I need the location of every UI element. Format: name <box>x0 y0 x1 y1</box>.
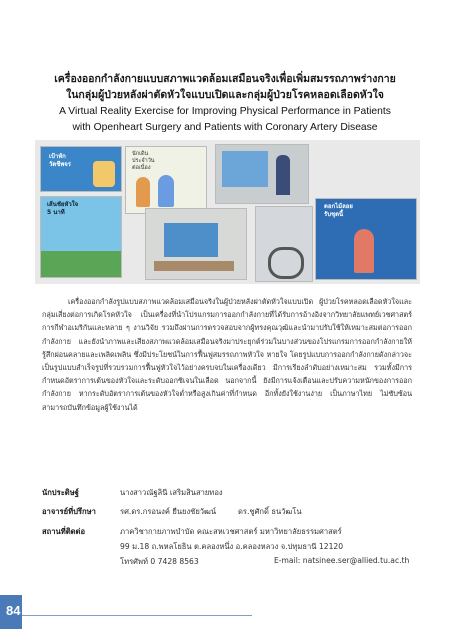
label-tl: เป้าหัก วัดชีพจร <box>49 153 72 168</box>
photo-person-screen <box>215 144 309 204</box>
photo-bike <box>255 206 313 282</box>
page-number: 84 <box>6 603 21 618</box>
label-tm: นักเดิน ประจำวัน ต่อเนื่อง <box>132 151 155 171</box>
advisor-value-1: รศ.ดร.กรอนงค์ ยืนยงชัยวัฒน์ <box>120 507 217 516</box>
label-br: ดอกไม้ลอย รับชุดนี้ <box>324 203 353 218</box>
info-inventor <box>42 487 412 499</box>
screenshot-bottom-left <box>40 196 122 278</box>
advisor-label: อาจารย์ที่ปรึกษา <box>42 507 96 516</box>
label-bl: เส้นชัยหัวใจ 5 นาที <box>47 201 79 216</box>
inventor-label: นักประดิษฐ์ <box>42 488 79 497</box>
monitor <box>164 223 218 257</box>
contact-email: E-mail: natsinee.ser@allied.tu.ac.th <box>274 556 410 565</box>
screenshot-top-left <box>40 146 122 192</box>
cartoon-figure-2 <box>158 175 174 207</box>
bike-frame <box>268 247 304 279</box>
title-th-line2: ในกลุ่มผู้ป่วยหลังผ่าตัดหัวใจแบบเปิดและกลุ่มผู้ป่วยโรคหลอดเลือดหัวใจ <box>66 89 384 101</box>
advisor-value-2: ดร.ชูศักดิ์ ธนวัฒโน <box>238 507 302 516</box>
contact-line2: 99 ม.18 ถ.พหลโยธิน ต.คลองหนึ่ง อ.คลองหลวง จ.ปทุมธานี 12120 <box>120 542 344 551</box>
photo-collage <box>35 140 420 284</box>
title-en-line2: with Openheart Surgery and Patients with Coronary Artery Disease <box>72 122 378 133</box>
illustration-icon <box>93 161 115 187</box>
person-silhouette <box>276 155 290 195</box>
scene-ground <box>41 251 121 277</box>
footer-rule <box>22 615 252 616</box>
info-advisor <box>42 506 412 518</box>
contact-line1: ภาควิชากายภาพบำบัด คณะสหเวชศาสตร์ มหาวิทยาลัยธรรมศาสตร์ <box>120 527 342 536</box>
description-paragraph: เครื่องออกกำลังรูปแบบสภาพแวดล้อมเสมือนจริงในผู้ป่วยหลังผ่าตัดหัวใจแบบเปิด ผู้ป่วยโรคหลอดเลือดหัวใจและกลุ่มเสี่ยงต่อการเกิดโรคหัวใจ เป็นเครื่องที่นำโปรแกรมการออกกำลังกายที่ได้รับการอ้างอิงจากวิทยาลัยแพทย์เวชศาสตร์การกีฬาอเมริกันและหลาย ๆ งานวิจัย รวมถึงผ่านการตรวจสอบจากผู้ทรงคุณวุฒิและนำมาปรับใช้ให้เหมาะสมต่อการออกกำลังกาย และยังนำภาพและเสียงสภาพแวดล้อมเสมือนจริงมาประยุกต์ร่วมในบางส่วนของโปรแกรมการออกกำลังกายให้รู้สึกผ่อนคลายและเพลิดเพลิน ซึ่งมีประโยชน์ในการฟื้นฟูสมรรถภาพหัวใจ หายใจ โดยรูปแบบการออกกำลังกายดังกล่าวจะเป็นรูปแบบสำเร็จรูปที่รวบรวมการฟื้นฟูหัวใจไว้อย่างครบจบในเครื่องเดียว มีการเรียงลำดับอย่างเหมาะสม รวมทั้งมีการกำหนดอัตราการเต้นของหัวใจและระดับออกซิเจนในเลือด นอกจากนี้ ยังมีการแจ้งเตือนและปรับความหนักของการออกกำลังกาย หากระดับอัตราการเต้นของหัวใจต่ำหรือสูงเกินค่าที่กำหนด อีกทั้งยังใช้งานง่าย เป็นภาษาไทย ไม่ซับซ้อน สามารถบันทึกข้อมูลผู้ใช้งานได้ <box>42 297 412 412</box>
person-figure <box>354 229 374 273</box>
info-contact <box>42 526 412 576</box>
contact-phone: โทรศัพท์ 0 7428 8563 <box>120 557 199 566</box>
desk <box>154 261 234 271</box>
tv-screen <box>222 151 268 187</box>
contact-label: สถานที่ติดต่อ <box>42 527 86 536</box>
screenshot-bottom-right <box>315 198 417 280</box>
cartoon-figure-1 <box>136 177 150 207</box>
page-number-tab <box>0 595 22 629</box>
photo-room <box>145 208 247 280</box>
screenshot-top-mid <box>125 146 207 214</box>
title-en-line1: A Virtual Reality Exercise for Improving Physical Performance in Patients <box>59 106 391 117</box>
title-th-line1: เครื่องออกกำลังกายแบบสภาพแวดล้อมเสมือนจริงเพื่อเพิ่มสมรรถภาพร่างกาย <box>54 73 396 85</box>
description <box>42 295 412 414</box>
inventor-value: นางสาวณัฐลินี เสริมสินสายทอง <box>120 488 223 497</box>
